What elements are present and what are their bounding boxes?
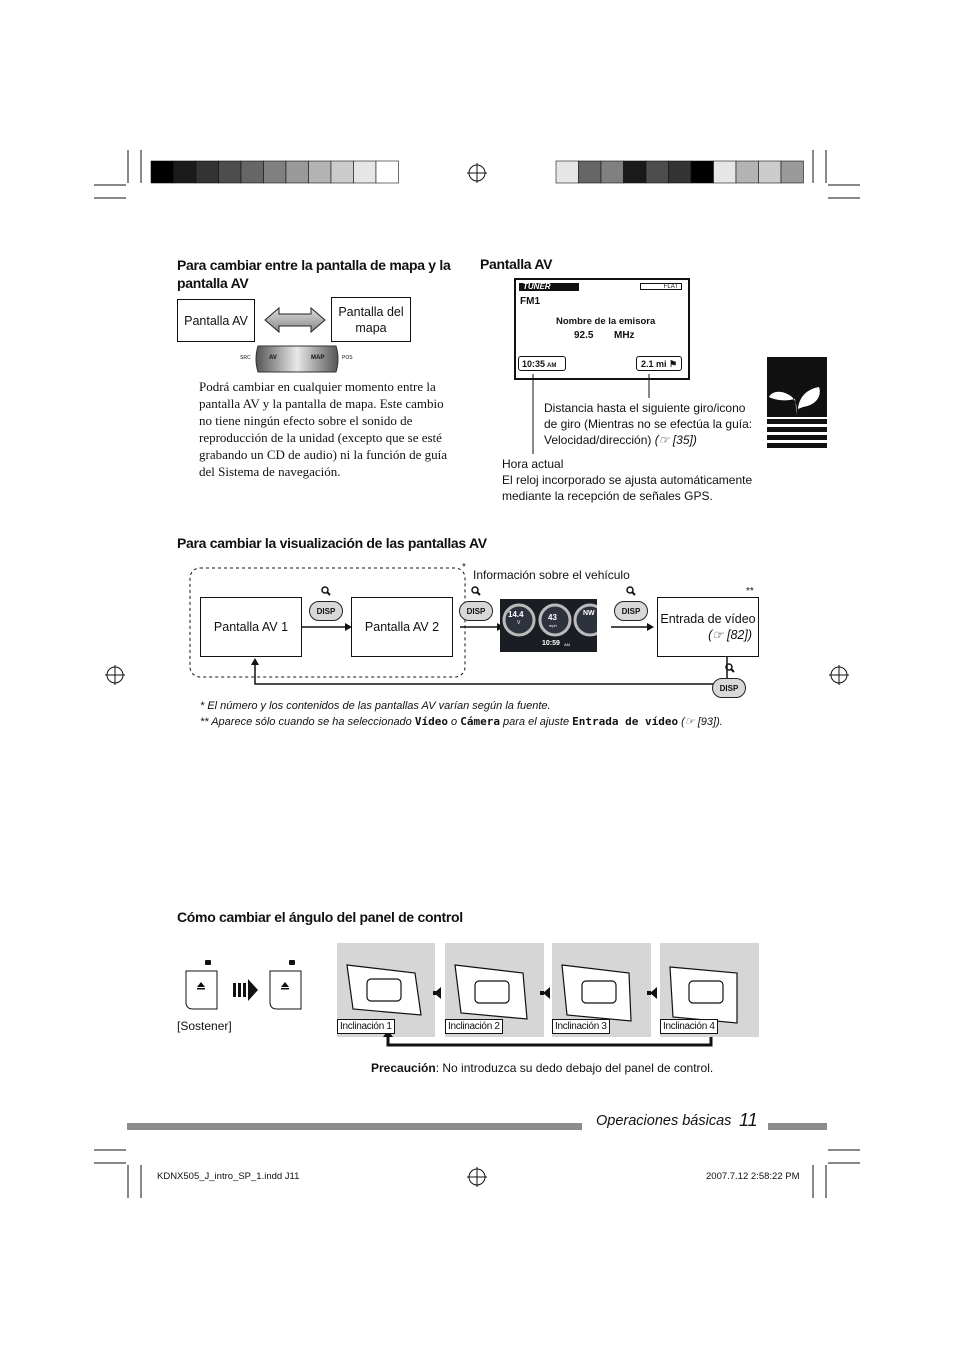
heading-pantalla-av: Pantalla AV [480, 256, 553, 272]
disp-button-4[interactable]: DISP [712, 678, 746, 698]
av-screen-display [514, 278, 690, 380]
knob-map-label: MAP [311, 355, 325, 361]
flat-label: FLAT [640, 283, 682, 290]
callout-distance-ref: (☞ [35]) [654, 433, 697, 447]
color-swatch [286, 161, 309, 183]
color-swatch [736, 161, 759, 183]
tilt-label-1: Inclinación 1 [337, 1019, 395, 1034]
vehicle-clock: 10:59 [542, 640, 560, 647]
gauge-speed: 43 [548, 613, 557, 622]
clock-time: 10:35 [522, 359, 546, 369]
footnote-camera: Cámera [460, 715, 500, 728]
distance-value: 2.1 mi [641, 359, 667, 369]
color-swatch [196, 161, 219, 183]
color-swatch [174, 161, 197, 183]
chapter-tab-icon [767, 357, 827, 449]
disp-button-2[interactable]: DISP [459, 601, 493, 621]
color-swatch [646, 161, 669, 183]
distance-readout [636, 356, 682, 371]
color-swatch [624, 161, 647, 183]
tilt-label-2: Inclinación 2 [445, 1019, 503, 1034]
color-swatch [219, 161, 242, 183]
color-swatch [601, 161, 624, 183]
color-swatch [376, 161, 399, 183]
color-swatch [241, 161, 264, 183]
color-swatch [331, 161, 354, 183]
magnifier-icon [725, 663, 735, 673]
clock-readout [518, 356, 566, 371]
gauge-voltage: 14.4 [508, 610, 524, 619]
footer-section-name: Operaciones básicas [596, 1113, 732, 1129]
magnifier-icon [626, 586, 636, 596]
footer-rule-right [768, 1123, 827, 1130]
heading-map-av: Para cambiar entre la pantalla de mapa y la pantalla AV [177, 257, 451, 291]
heading-switch-av: Para cambiar la visualización de las pantallas AV [177, 535, 487, 551]
callout-time-text: El reloj incorporado se ajusta automáticamente mediante la recepción de señales GPS. [502, 473, 753, 503]
box-pantalla-av: Pantalla AV [177, 299, 255, 342]
vehicle-clock-ampm: AM [564, 642, 570, 647]
page-number: 11 [739, 1110, 758, 1130]
color-swatch [354, 161, 377, 183]
color-swatch [264, 161, 287, 183]
box-entrada-video [657, 597, 759, 657]
box-pantalla-av2: Pantalla AV 2 [351, 597, 453, 657]
eject-hold-illustration [185, 957, 305, 1012]
color-swatch [691, 161, 714, 183]
knob-av-label: AV [269, 355, 277, 361]
hold-label: [Sostener] [177, 1019, 232, 1033]
heading-panel-angle: Cómo cambiar el ángulo del panel de control [177, 909, 463, 925]
color-swatch [759, 161, 782, 183]
magnifier-icon [471, 586, 481, 596]
slug-date: 2007.7.12 2:58:22 PM [706, 1171, 800, 1182]
footer-rule-left [127, 1123, 582, 1130]
color-swatch [151, 161, 174, 183]
color-swatch [714, 161, 737, 183]
gauge-direction: NW [583, 610, 595, 617]
footnote-2: ** Aparece sólo cuando se ha seleccionado Vídeo o Cámera para el ajuste Entrada de vídeo (☞ [93]). [200, 715, 723, 728]
map-av-description: Podrá cambiar en cualquier momento entre la pantalla AV y la pantalla de mapa. Este cambio no tiene ningún efecto sobre el sonido de reproducción de la unidad (excepto que se esté grabando un CD de audio) ni la función de guía del Sistema de navegación. [199, 379, 448, 479]
box-pantalla-av1: Pantalla AV 1 [200, 597, 302, 657]
footnote-video: Vídeo [414, 715, 448, 728]
color-swatch [309, 161, 332, 183]
video-input-label: Entrada de vídeo [660, 612, 756, 626]
callout-time [502, 456, 758, 504]
footnote-1: * El número y los contenidos de las pantallas AV varían según la fuente. [200, 700, 551, 712]
turn-flag-icon: ⚑ [666, 359, 678, 369]
color-swatch [579, 161, 602, 183]
disp-button-3[interactable]: DISP [614, 601, 648, 621]
av-map-knob[interactable] [240, 344, 358, 374]
disp-button-1[interactable]: DISP [309, 601, 343, 621]
tilt-label-4: Inclinación 4 [660, 1019, 718, 1034]
vehicle-info-label: Información sobre el vehículo [473, 568, 630, 582]
tuner-label: TUNER [519, 283, 579, 291]
callout-distance: Distancia hasta el siguiente giro/icono de giro (Mientras no se efectúa la guía: Velocidad/dirección) (☞ [35]) [544, 401, 753, 447]
frequency-unit: MHz [614, 330, 635, 341]
gauge-voltage-unit: V [517, 620, 521, 626]
knob-pos-label: POS [342, 355, 353, 361]
color-swatch [781, 161, 804, 183]
vehicle-info-screen [500, 599, 597, 652]
double-arrow-icon [263, 306, 327, 334]
slug-filename: KDNX505_J_intro_SP_1.indd J11 [157, 1171, 300, 1182]
callout-time-title: Hora actual [502, 457, 564, 471]
vehicle-info-star: * [462, 562, 466, 573]
frequency: 92.5 [574, 330, 594, 341]
caution-note [371, 1060, 713, 1076]
caution-label: Precaución [371, 1061, 436, 1075]
box-pantalla-mapa: Pantalla del mapa [331, 297, 411, 342]
video-input-ref: (☞ [82]) [708, 628, 752, 642]
color-swatch [556, 161, 579, 183]
station-name: Nombre de la emisora [556, 316, 656, 327]
video-double-star: ** [746, 586, 754, 597]
color-swatch [669, 161, 692, 183]
tilt-sequence [337, 943, 759, 1051]
footnote-setting: Entrada de vídeo [572, 715, 679, 728]
caution-text: : No introduzca su dedo debajo del panel de control. [435, 1061, 714, 1075]
clock-ampm: AM [547, 363, 557, 369]
magnifier-icon [321, 586, 331, 596]
band-label: FM1 [520, 296, 540, 307]
knob-src-label: SRC [240, 355, 251, 361]
tilt-label-3: Inclinación 3 [552, 1019, 610, 1034]
gauge-speed-unit: mph [549, 623, 557, 628]
